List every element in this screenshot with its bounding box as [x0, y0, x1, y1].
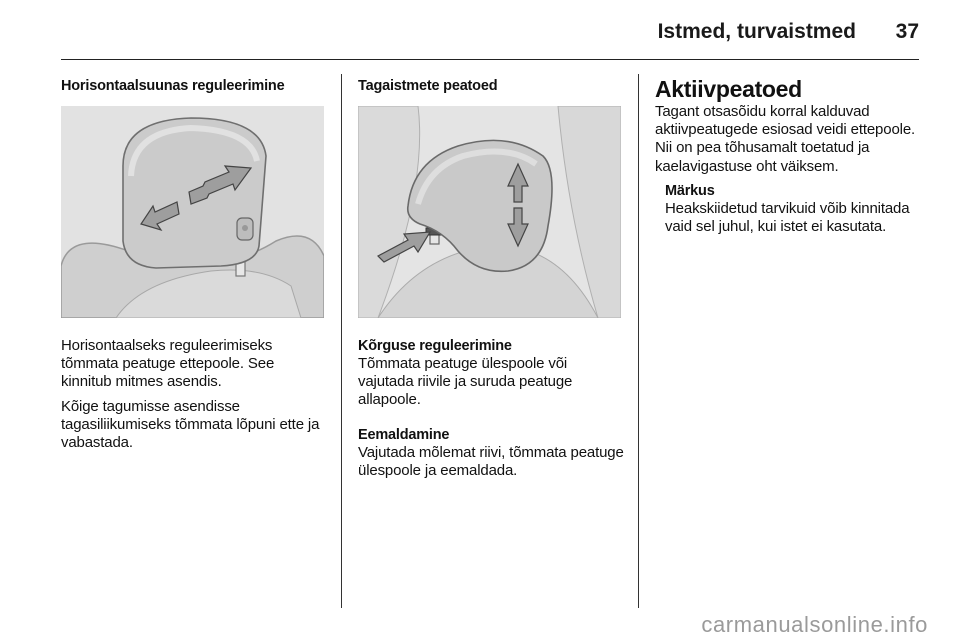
watermark-brand: carmanualsonline.info — [701, 612, 928, 637]
body-paragraph: Vajutada mõlemat riivi, tõmmata peatuge ülespoole ja eemaldada. — [358, 443, 624, 479]
section-heading-large: Aktiivpeatoed — [655, 76, 802, 102]
body-paragraph: Kõige tagumisse asendisse tagasiliikumiseks tõmmata lõpuni ette ja vabastada. — [61, 397, 320, 452]
section-heading: Horisontaalsuunas reguleerimine — [61, 78, 285, 94]
body-paragraph: Horisontaalseks reguleerimiseks tõmmata peatuge ettepoole. See kinnitub mitmes asendis. — [61, 337, 275, 391]
page-number: 37 — [895, 20, 919, 43]
subheading-removal: Eemaldamine — [358, 426, 450, 443]
section-heading: Tagaistmete peatoed — [358, 78, 498, 94]
note-text: Heakskiidetud tarvikuid võib kinnitada vaid sel juhul, kui istet ei kasutata. — [665, 199, 910, 236]
column-divider — [638, 74, 639, 608]
page-header-title: Istmed, turvaistmed — [657, 20, 856, 43]
column-rear-headrests — [358, 74, 624, 480]
headrest-horizontal-adjust-illustration — [61, 106, 324, 318]
body-paragraph: Tagant otsasõidu korral kalduvad aktiivpeatugede esiosad veidi ettepoole. Nii on pea tõhusamalt toetatud ja kaelavigastuse oht väiksem. — [655, 103, 916, 175]
body-paragraph: Tõmmata peatuge ülespoole või vajutada riivile ja suruda peatuge allapoole. — [358, 355, 573, 409]
note-title: Märkus — [665, 182, 715, 199]
header-rule — [61, 59, 919, 60]
rear-headrest-height-adjust-illustration — [358, 106, 621, 318]
note-block — [655, 182, 921, 236]
column-active-headrests — [655, 74, 921, 236]
column-horizontal-adjust — [61, 74, 327, 452]
subheading-height-adjust: Kõrguse reguleerimine — [358, 338, 512, 354]
column-divider — [341, 74, 342, 608]
